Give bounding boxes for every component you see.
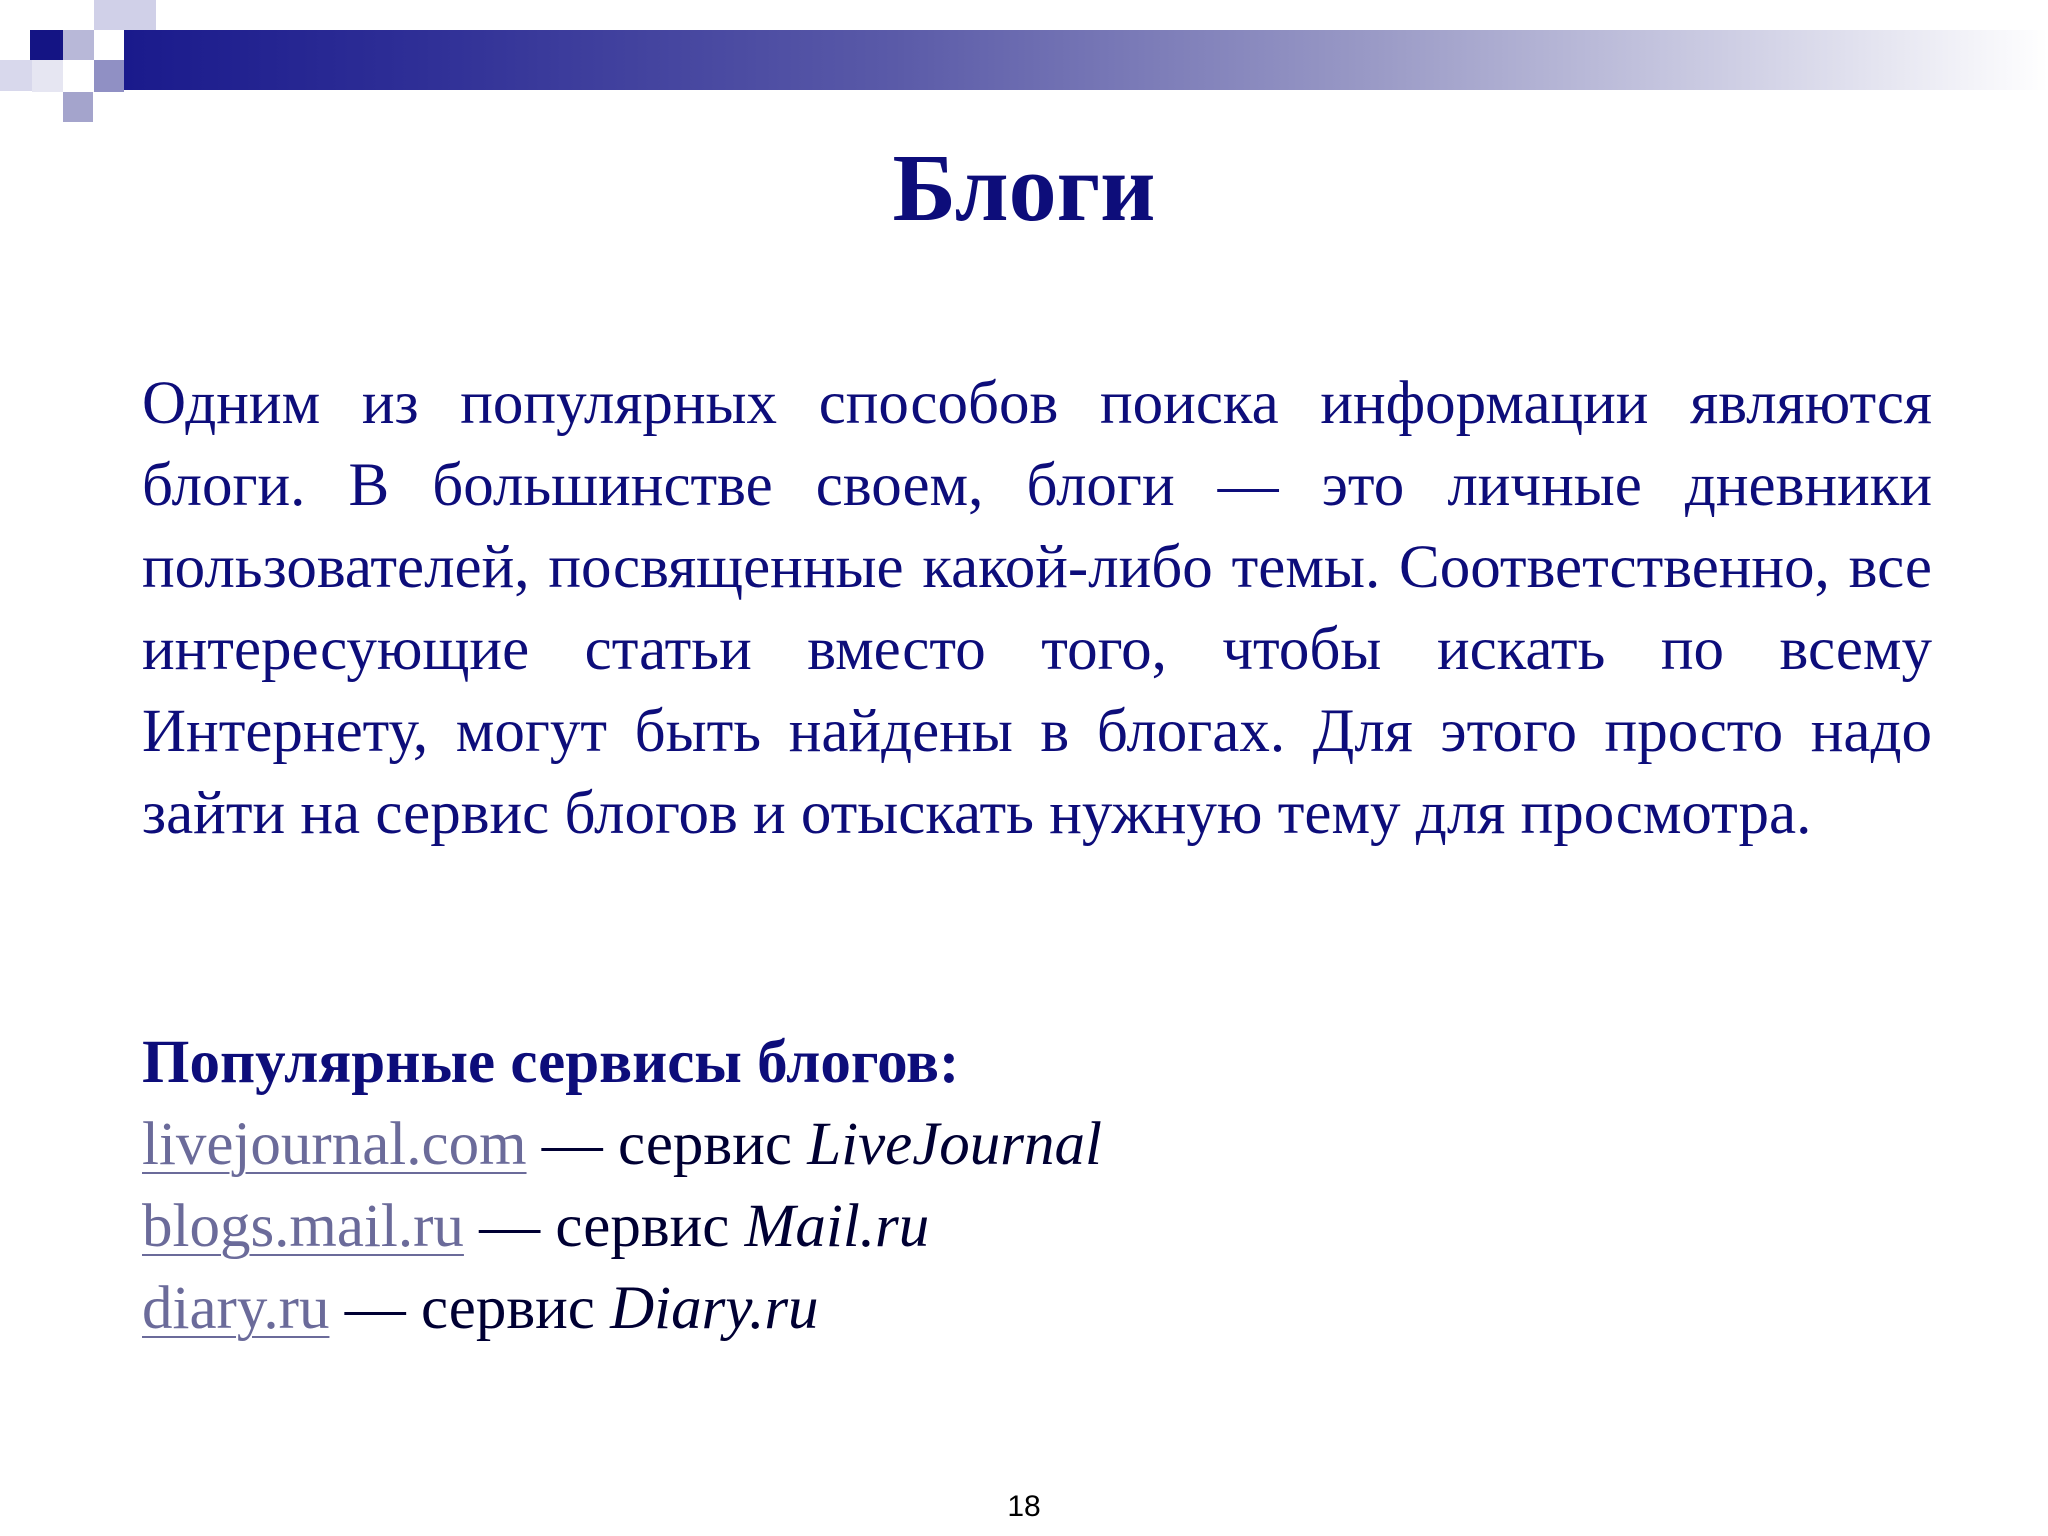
service-line-livejournal [142,1104,1932,1186]
service-link-livejournal[interactable]: livejournal.com [142,1111,527,1178]
services-section [142,1022,1932,1350]
body-paragraph: Одним из популярных способов поиска информации являются блоги. В большинстве своем, блоги — это личные дневники пользователей, посвященные какой-либо темы. Соответственно, все интересующие статьи вместо того, чтобы искать по всему Интернету, могут быть найдены в блогах. Для этого просто надо зайти на сервис блогов и отыскать нужную тему для просмотра. [142,370,1932,847]
service-name-livejournal: LiveJournal [807,1111,1102,1178]
service-link-mailru[interactable]: blogs.mail.ru [142,1193,464,1260]
decor-square [32,60,63,92]
header-gradient-band [124,30,2048,90]
decor-square [30,30,63,60]
service-line-mailru [142,1186,1932,1268]
service-link-diaryru[interactable]: diary.ru [142,1275,330,1342]
service-separator: — сервис [329,1275,611,1342]
decor-square [0,60,32,91]
services-heading: Популярные сервисы блогов: [142,1029,960,1096]
decor-square [63,60,94,92]
service-name-diaryru: Diary.ru [610,1275,819,1342]
service-separator: — сервис [526,1111,808,1178]
decor-square [94,0,156,30]
page-number: 18 [1007,1490,1041,1523]
service-name-mailru: Mail.ru [744,1193,930,1260]
decor-square [0,0,30,28]
service-line-diaryru [142,1268,1932,1350]
decor-square [63,92,93,122]
decor-square [94,60,124,92]
decor-square [63,30,94,60]
slide-title: Блоги [892,134,1156,241]
service-separator: — сервис [463,1193,745,1260]
